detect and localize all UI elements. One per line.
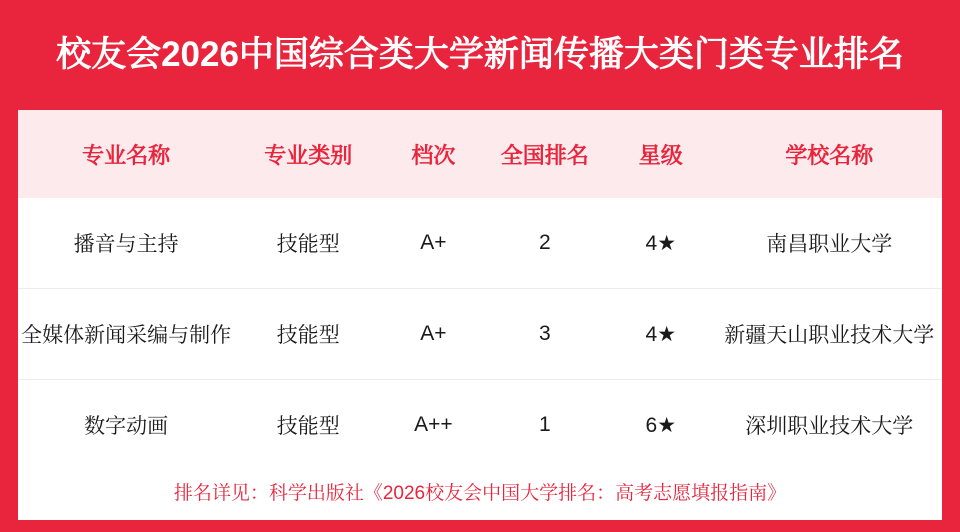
cell-school: 深圳职业技术大学 xyxy=(717,380,943,471)
cell-major: 数字动画 xyxy=(18,380,234,471)
cell-major: 播音与主持 xyxy=(18,198,234,289)
table-row xyxy=(18,380,942,471)
ranking-table xyxy=(18,110,942,470)
cell-school: 南昌职业大学 xyxy=(717,198,943,289)
cell-major: 全媒体新闻采编与制作 xyxy=(18,289,234,380)
cell-star: 6★ xyxy=(605,380,716,471)
ranking-card xyxy=(18,110,942,520)
cell-rank: 3 xyxy=(485,289,606,380)
page-title: 校友会2026中国综合类大学新闻传播大类门类专业排名 xyxy=(56,34,904,74)
cell-rank: 2 xyxy=(485,198,606,289)
table-header-row xyxy=(18,110,942,198)
cell-grade: A++ xyxy=(382,380,484,471)
table-row xyxy=(18,198,942,289)
table-body xyxy=(18,198,942,470)
cell-grade: A+ xyxy=(382,198,484,289)
cell-rank: 1 xyxy=(485,380,606,471)
cell-star: 4★ xyxy=(605,198,716,289)
cell-grade: A+ xyxy=(382,289,484,380)
cell-type: 技能型 xyxy=(234,198,382,289)
column-header-star: 星级 xyxy=(638,142,683,168)
title-bar xyxy=(0,0,960,110)
footer-note-bar xyxy=(18,462,942,520)
cell-school: 新疆天山职业技术大学 xyxy=(717,289,943,380)
column-header-major: 专业名称 xyxy=(82,142,171,168)
column-header-grade: 档次 xyxy=(411,142,456,168)
cell-star: 4★ xyxy=(605,289,716,380)
cell-type: 技能型 xyxy=(234,289,382,380)
column-header-type: 专业类别 xyxy=(264,142,353,168)
footer-note: 排名详见：科学出版社《2026校友会中国大学排名：高考志愿填报指南》 xyxy=(173,482,787,504)
column-header-school: 学校名称 xyxy=(785,142,874,168)
cell-type: 技能型 xyxy=(234,380,382,471)
column-header-rank: 全国排名 xyxy=(500,142,589,168)
table-header xyxy=(18,110,942,198)
table-row xyxy=(18,289,942,380)
